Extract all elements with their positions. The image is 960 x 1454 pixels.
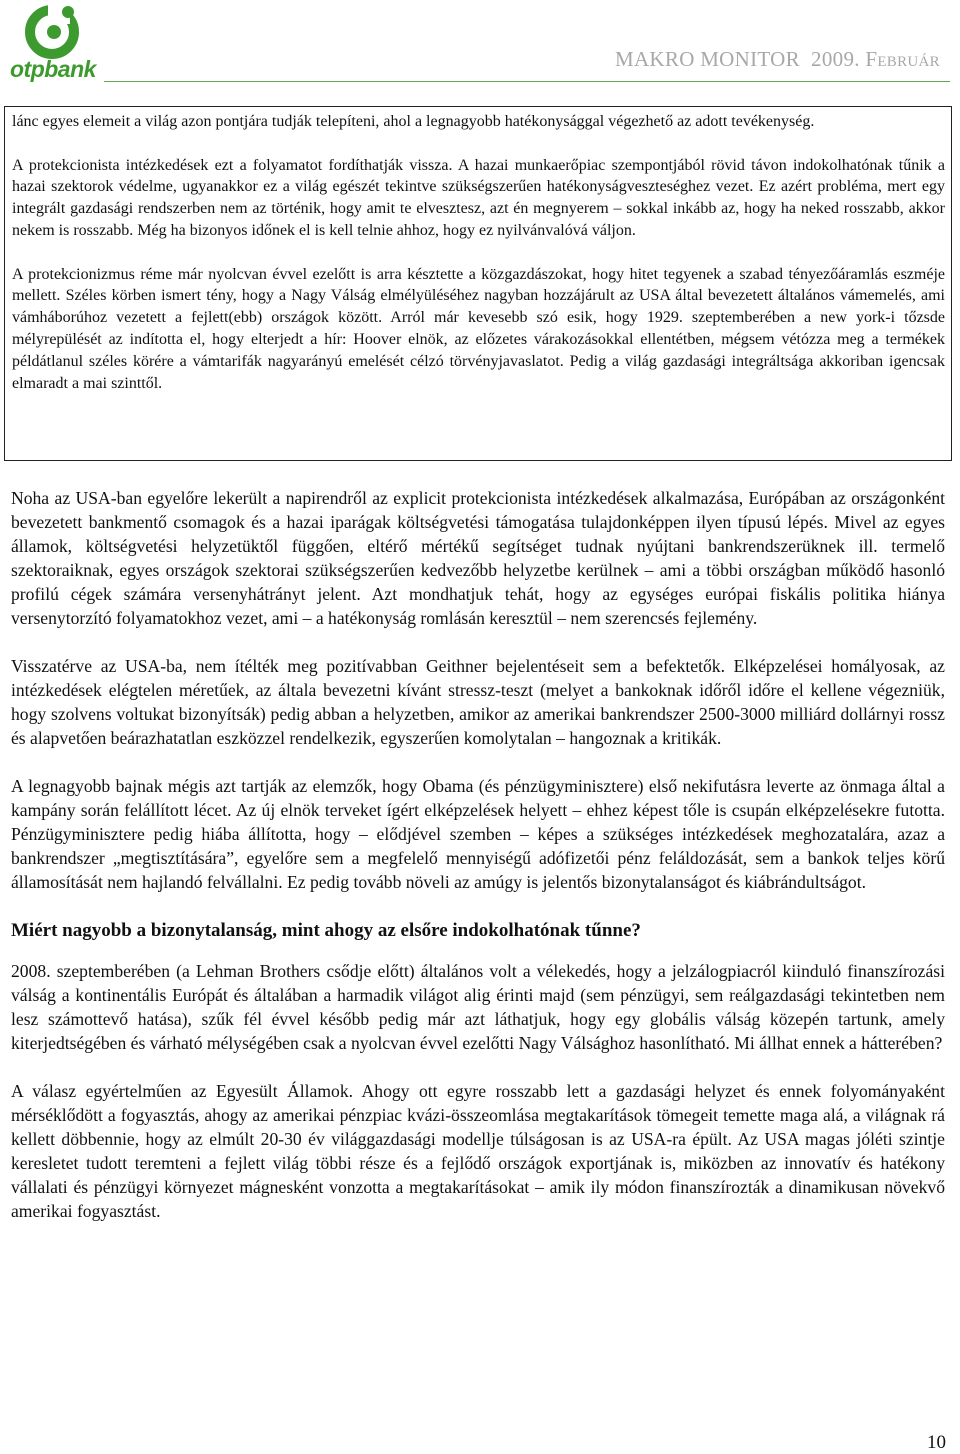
- otpbank-logo-icon: [8, 2, 108, 62]
- header-divider: [104, 81, 950, 82]
- box-paragraph-2: A protekcionista intézkedések ezt a folyamatot fordíthatják vissza. A hazai munkaerőpiac szempontjából rövid távon indokolhatónak tűnik a hazai szektorok védelme, ugyanakkor ez a világ egészét tekintve szükségszerűen hatékonyságveszteséghez vezet. Ez azért probléma, mert egy integrált gazdasági rendszerben nem az történik, hogy amit te elvesztesz, azt én megnyerem – sokkal inkább az, hogy ha neked rosszabb, akkor nekem is rosszabb. Még ha bizonyos időnek el is kell telnie ahhoz, hogy ez nyilvánvalóvá váljon.: [12, 156, 945, 239]
- boxed-text-section: [4, 106, 952, 461]
- box-paragraph-1: lánc egyes elemeit a világ azon pontjára tudják telepíteni, ahol a legnagyobb hatékonysággal végezhető az adott tevékenység.: [12, 113, 815, 130]
- page-number: 10: [927, 1432, 946, 1453]
- logo-text: otpbank: [10, 56, 96, 82]
- paragraph-3: A legnagyobb bajnak mégis azt tartják az elemzők, hogy Obama (és pénzügyminisztere) első nekifutásra leverte az önmaga által a kampány során felállított lécet. Az új elnök terveket ígért elképzelések helyett – ehhez képest tőle is csupán elképzelésekre futotta. Pénzügyminisztere pedig hiába állította, hogy – elődjével szemben – képes a szükséges intézkedések meghozatalára, azaz a bankrendszer „megtisztítására”, egyelőre sem a megfelelő mennyiségű adófizetői pénz feláldozását, sem a bankok teljes körű államosítását nem hajlandó felvállalni. Ez pedig tovább növeli az amúgy is jelentős bizonytalanságot és kiábrándultságot.: [11, 776, 945, 892]
- title-year: 2009.: [811, 47, 860, 71]
- otpbank-logo: [8, 2, 108, 86]
- section-heading: Miért nagyobb a bizonytalanság, mint ahogy az elsőre indokolhatónak tűnne?: [11, 920, 641, 941]
- page-header: [0, 0, 960, 92]
- paragraph-4: 2008. szeptemberében (a Lehman Brothers csődje előtt) általános volt a vélekedés, hogy a jelzálogpiacról kiinduló finanszírozási válság a kontinentális Európát és általában a harmadik világot alig érinti majd (sem pénzügyi, sem reálgazdasági tekintetben nem lesz számottevő hatása), szűk fél évvel később pedig már azt láthatjuk, hogy egy globális válság közepén tartunk, amely kiterjedtségében és várható mélységében csak a nyolcvan évvel ezelőtti Nagy Válsághoz hasonlítható. Mi állhat ennek a hátterében?: [11, 961, 945, 1053]
- paragraph-1: Noha az USA-ban egyelőre lekerült a napirendről az explicit protekcionista intézkedések alkalmazása, Európában az országonként bevezetett bankmentő csomagok és a hazai iparágak költségvetési támogatása tulajdonképpen ilyen típusú lépés. Mivel az egyes államok, költségvetési helyzetüktől függően, eltérő mértékű segítséget tudnak nyújtani bankrendszerüknek ill. termelő szektoraiknak, egyes országok szektorai szükségszerűen kedvezőbb helyzetbe kerülnek – ami a többi országban működő hasonló profilú cégek számára versenyhátrányt jelent. Azt mondhatjuk tehát, hogy az egységes európai fiskális politika hiánya versenytorzító folyamatokhoz vezet, ami – a hatékonyság romlásán keresztül – nem szerencsés fejlemény.: [11, 488, 945, 628]
- box-paragraph-3: A protekcionizmus réme már nyolcvan évvel ezelőtt is arra késztette a közgazdászokat, hogy hitet tegyenek a szabad tényezőáramlás eszméje mellett. Széles körben ismert tény, hogy a Nagy Válság elmélyüléséhez nagyban hozzájárult az USA által bevezetett általános vámemelés, ami vámháborúhoz vezetett a fejlett(ebb) országok között. Arról már kevesebb szó esik, hogy 1929. szeptemberében a new york-i tőzsde mélyrepülését az indította el, hogy elterjedt a hír: Hoover elnök, az előzetes várakozásokkal ellentétben, mégsem vétózza meg a termékek példátlanul széles körére a vámtarifák nagyarányú emelését célzó törvényjavaslatot. Pedig a világ gazdasági integráltsága akkoriban igencsak elmaradt a mai szinttől.: [12, 265, 945, 392]
- main-text: [11, 486, 945, 1223]
- title-month-rest: EBRUÁR: [877, 54, 940, 70]
- header-title: [615, 47, 940, 72]
- paragraph-2: Visszatérve az USA-ba, nem ítélték meg pozitívabban Geithner bejelentéseit sem a befektetők. Elképzelései homályosak, az intézkedések elégtelen méretűek, az általa bevezetni kívánt stressz-teszt (melyet a bankoknak időről időre el kellene végezniük, hogy szolvens voltukat bizonyítsák) pedig abban a helyzetben, amikor az amerikai bankrendszer 2500-3000 milliárd dollárnyi rossz és alapvetően beárazhatatlan eszközzel rendelkezik, egyszerűen komolytalan – hangoznak a kritikák.: [11, 656, 945, 748]
- title-month-initial: F: [865, 47, 878, 71]
- title-main: MAKRO MONITOR: [614, 47, 800, 71]
- paragraph-5: A válasz egyértelműen az Egyesült Államok. Ahogy ott egyre rosszabb lett a gazdasági helyzet és ennek folyományaként mérséklődött a fogyasztás, ahogy az amerikai pénzpiac kvázi-összeomlása megtakarítások tömegeit temette maga alá, a világnak rá kellett döbbennie, hogy az elmúlt 20-30 év világgazdasági modellje túlságosan is az USA-ra épült. Az USA magas jóléti szintje keresletet tudott teremteni a fejlett világ többi része és a fejlődő országok exportjának is, miközben az innovatív és hatékony vállalati és pénzügyi környezet mágnesként vonzotta a megtakarításokat – amik ily módon finanszírozták a dinamikusan növekvő amerikai fogyasztást.: [11, 1081, 945, 1221]
